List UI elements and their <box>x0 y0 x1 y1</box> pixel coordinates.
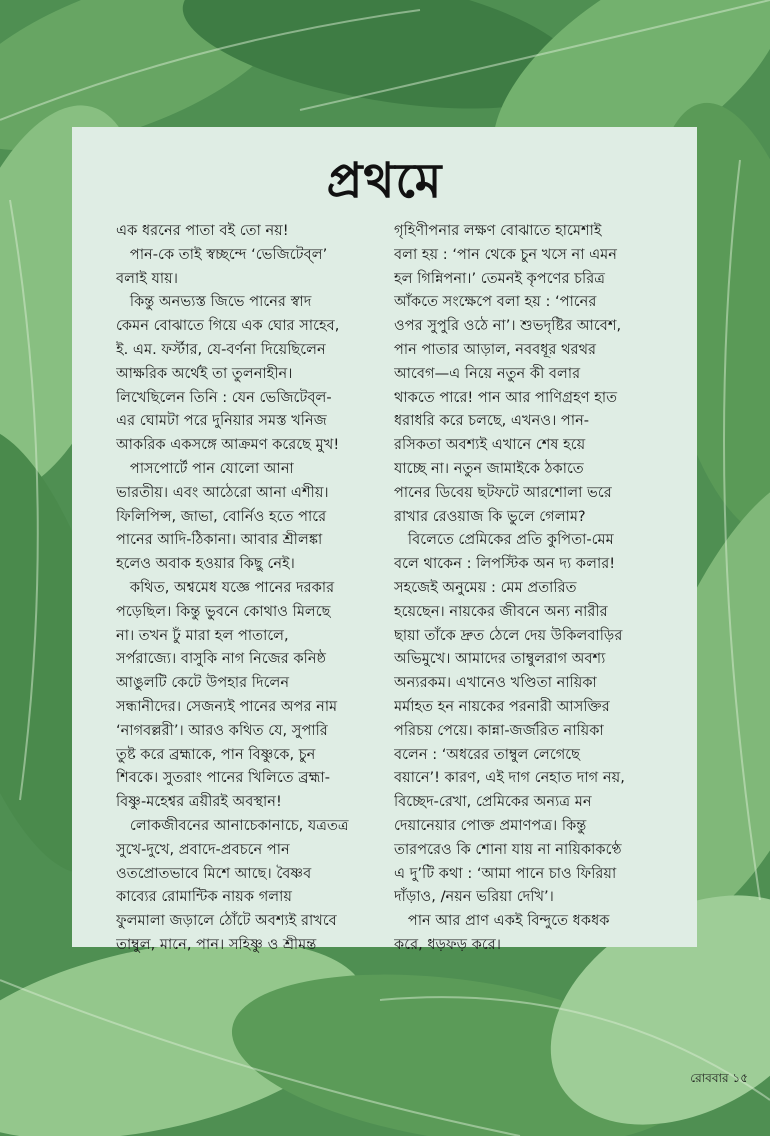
text-line: অভিমুখে। আমাদের তাম্বুলরাগ অবশ্য <box>394 650 606 668</box>
text-line: সহজেই অনুমেয় : মেম প্রতারিত <box>394 578 577 596</box>
text-line: কাব্যের রোমান্টিক নায়ক গলায় <box>116 888 293 906</box>
text-line: করে, ধড়ফড় করে। <box>394 935 502 953</box>
text-line: আক্ষরিক অর্থেই তা তুলনাহীন। <box>116 364 293 382</box>
text-line: কথিত, অশ্বমেধ যজ্ঞে পানের দরকার <box>116 578 335 596</box>
text-line: ‘নাগবল্লরী’। আরও কথিত যে, সুপারি <box>116 721 328 739</box>
text-line: রাখার রেওয়াজ কি ভুলে গেলাম? <box>394 507 586 525</box>
text-line: কিন্তু অনভ্যস্ত জিভে পানের স্বাদ <box>116 293 312 311</box>
text-line: দাঁড়াও, /নয়ন ভরিয়া দেখি’। <box>394 888 554 906</box>
page-title: প্রথমে <box>326 153 443 209</box>
text-line: তুষ্ট করে ব্রহ্মাকে, পান বিষ্ণুকে, চুন <box>116 745 316 763</box>
text-line: ধরাধরি করে চলছে, এখনও। পান- <box>394 412 590 430</box>
text-line: বলাই যায়। <box>116 269 178 287</box>
text-line: পান পাতার আড়াল, নববধূর থরথর <box>394 340 597 358</box>
text-line: বয়ানে’! কারণ, এই দাগ নেহাত দাগ নয়, <box>394 769 625 787</box>
text-line: আঙুলটি কেটে উপহার দিলেন <box>116 674 290 692</box>
text-line: অন্যরকম। এখানেও খণ্ডিতা নায়িকা <box>394 674 597 692</box>
text-line: বিলেতে প্রেমিকের প্রতি কুপিতা-মেম <box>394 531 614 549</box>
text-line: এক ধরনের পাতা বই তো নয়! <box>116 222 289 239</box>
text-line: শিবকে। সুতরাং পানের খিলিতে ব্রহ্মা- <box>116 769 331 787</box>
text-line: পাসপোর্টে পান যোলো আনা <box>116 459 294 477</box>
text-line: আঁকতে সংক্ষেপে বলা হয় : ‘পানের <box>394 293 597 311</box>
text-line: পানের আদি-ঠিকানা। আবার শ্রীলঙ্কা <box>116 531 323 549</box>
text-line: ছায়া তাঁকে দ্রুত ঠেলে দেয় উকিলবাড়ির <box>394 626 623 644</box>
text-line: আবেগ—এ নিয়ে নতুন কী বলার <box>394 364 581 382</box>
text-line: হয়েছেন। নায়কের জীবনে অন্য নারীর <box>394 602 608 620</box>
text-line: মর্মাহত হন নায়কের পরনারী আসক্তির <box>394 697 610 715</box>
text-line: পরিচয় পেয়ে। কান্না-জর্জরিত নায়িকা <box>394 721 604 739</box>
text-line: লোকজীবনের আনাচেকানাচে, যত্রতত্র <box>116 816 349 834</box>
text-line: সর্পরাজ্যে। বাসুকি নাগ নিজের কনিষ্ঠ <box>116 650 327 668</box>
text-line: তাম্বুল, মানে, পান। সহিষ্ণু ও শ্রীমন্ত <box>116 935 317 953</box>
text-line: ভারতীয়। এবং আঠেরো আনা এশীয়। <box>116 483 329 501</box>
text-line: পানের ডিবেয় ছটফটে আরশোলা ভরে <box>394 483 612 501</box>
text-line: গৃহিণীপনার লক্ষণ বোঝাতে হামেশাই <box>394 222 602 239</box>
text-line: হল গিন্নিপনা।’ তেমনই কৃপণের চরিত্র <box>394 269 605 287</box>
text-line: দেয়ানেয়ার পোক্ত প্রমাণপত্র। কিন্তু <box>394 816 587 834</box>
text-line: পড়েছিল। কিন্তু ভুবনে কোথাও মিলছে <box>116 602 331 620</box>
text-line: ই. এম. ফর্স্টার, যে-বর্ণনা দিয়েছিলেন <box>116 340 326 358</box>
text-line: বিচ্ছেদ-রেখা, প্রেমিকের অন্যত্র মন <box>394 793 592 811</box>
text-line: বলেন : ‘অধরের তাম্বুল লেগেছে <box>394 745 581 763</box>
text-line: পান-কে তাই স্বচ্ছন্দে ‘ভেজিটেব্‌ল’ <box>116 245 328 263</box>
text-line: যাচ্ছে না। নতুন জামাইকে ঠকাতে <box>394 459 584 477</box>
text-line: লিখেছিলেন তিনি : যেন ভেজিটেব্‌ল- <box>116 388 332 406</box>
text-line: না। তখন ঢুঁ মারা হল পাতালে, <box>116 626 289 644</box>
text-line: ফুলমালা জড়ালে ঠোঁটে অবশ্যই রাখবে <box>116 912 337 930</box>
left-column <box>116 219 406 957</box>
page-footer: রোববার ১৫ <box>690 1071 748 1085</box>
right-column <box>394 219 684 957</box>
text-line: ফিলিপিন্স, জাভা, বোর্নিও হতে পারে <box>116 507 327 525</box>
text-line: সুখে-দুখে, প্রবাদে-প্রবচনে পান <box>116 840 290 858</box>
text-line: ওপর সুপুরি ওঠে না’। শুভদৃষ্টির আবেশ, <box>394 317 622 335</box>
text-line: সন্ধানীদের। সেজন্যই পানের অপর নাম <box>116 697 338 715</box>
text-line: আকরিক একসঙ্গে আক্রমণ করেছে মুখ! <box>116 436 340 454</box>
text-line: থাকতে পারে! পান আর পাণিগ্রহণ হাত <box>394 388 618 406</box>
text-line: বলে থাকেন : লিপস্টিক অন দ্য কলার! <box>394 555 616 573</box>
text-line: হলেও অবাক হওয়ার কিছু নেই। <box>116 555 295 573</box>
text-line: রসিকতা অবশ্যই এখানে শেষ হয়ে <box>394 436 586 454</box>
text-line: বলা হয় : ‘পান থেকে চুন খসে না এমন <box>394 245 617 263</box>
text-line: ওতপ্রোতভাবে মিশে আছে। বৈষ্ণব <box>116 864 312 882</box>
text-line: বিষ্ণু-মহেশ্বর ত্রয়ীরই অবস্থান! <box>116 793 282 811</box>
text-line: তারপরেও কি শোনা যায় না নায়িকাকণ্ঠে <box>394 840 622 858</box>
text-line: পান আর প্রাণ একই বিন্দুতে ধকধক <box>394 912 610 930</box>
text-line: এর ঘোমটা পরে দুনিয়ার সমস্ত খনিজ <box>116 412 327 430</box>
text-line: এ দু’টি কথা : ‘আমা পানে চাও ফিরিয়া <box>394 864 617 882</box>
text-line: কেমন বোঝাতে গিয়ে এক ঘোর সাহেব, <box>116 317 340 335</box>
article-panel <box>72 127 697 953</box>
